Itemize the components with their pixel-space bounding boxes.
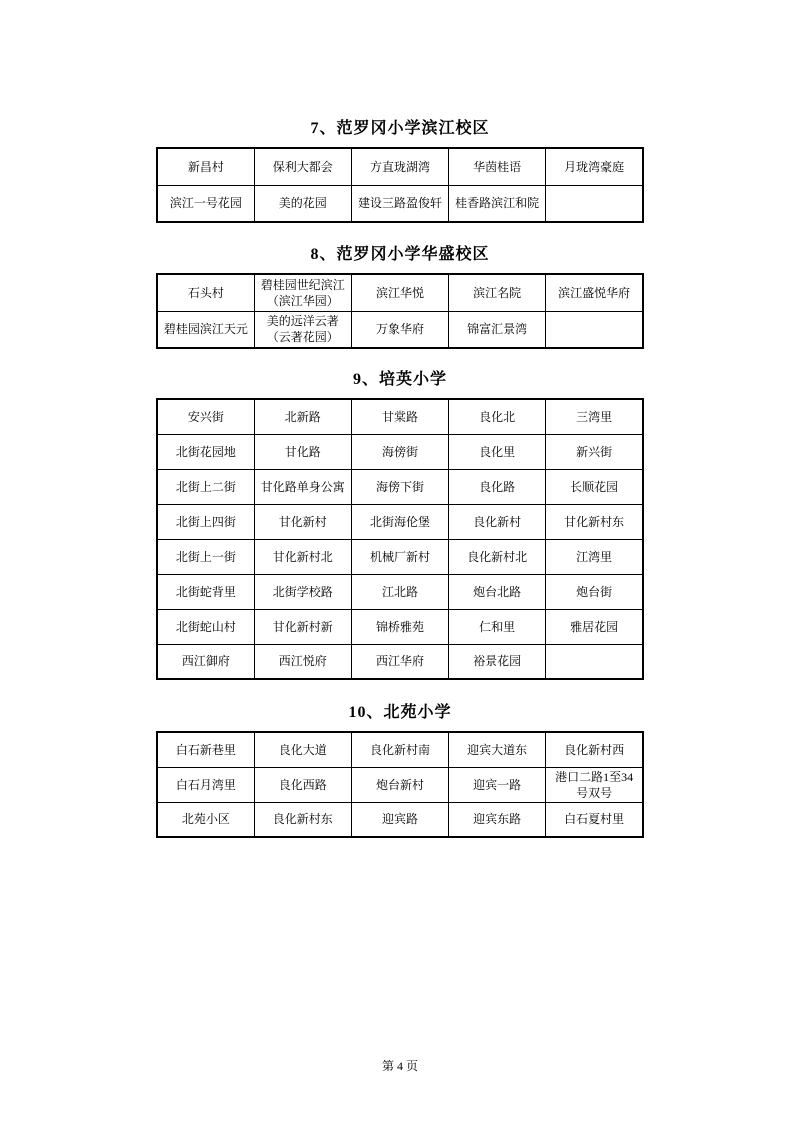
table-cell: 西江御府 xyxy=(157,644,254,679)
table-cell: 万象华府 xyxy=(351,311,448,348)
table-cell xyxy=(546,311,643,348)
table-cell: 迎宾东路 xyxy=(449,802,546,837)
table-cell: 北新路 xyxy=(254,399,351,434)
table-cell: 迎宾大道东 xyxy=(449,732,546,767)
table-row xyxy=(157,434,643,469)
table-cell: 滨江一号花园 xyxy=(157,185,254,222)
table-cell: 锦富汇景湾 xyxy=(449,311,546,348)
table-cell: 甘化新村北 xyxy=(254,539,351,574)
table-cell: 滨江华悦 xyxy=(351,274,448,311)
table-cell: 海傍街 xyxy=(351,434,448,469)
table-cell: 安兴街 xyxy=(157,399,254,434)
table-cell: 仁和里 xyxy=(449,609,546,644)
community-table xyxy=(156,398,644,680)
school-section-beiyuan xyxy=(156,702,644,838)
community-table xyxy=(156,731,644,838)
table-cell: 甘棠路 xyxy=(351,399,448,434)
table-cell: 北苑小区 xyxy=(157,802,254,837)
table-row xyxy=(157,539,643,574)
table-cell: 西江悦府 xyxy=(254,644,351,679)
table-cell: 锦桥雅苑 xyxy=(351,609,448,644)
table-cell: 新兴街 xyxy=(546,434,643,469)
table-cell: 北街蛇山村 xyxy=(157,609,254,644)
table-cell: 建设三路盈俊轩 xyxy=(351,185,448,222)
table-row xyxy=(157,185,643,222)
table-cell: 西江华府 xyxy=(351,644,448,679)
table-cell: 甘化路 xyxy=(254,434,351,469)
table-cell: 良化路 xyxy=(449,469,546,504)
table-cell: 炮台北路 xyxy=(449,574,546,609)
table-cell: 碧桂园滨江天元 xyxy=(157,311,254,348)
table-cell: 甘化路单身公寓 xyxy=(254,469,351,504)
table-cell: 桂香路滨江和院 xyxy=(449,185,546,222)
table-cell: 保利大都会 xyxy=(254,148,351,185)
table-cell: 华茵桂语 xyxy=(449,148,546,185)
table-cell: 北街上二街 xyxy=(157,469,254,504)
table-cell: 良化新村 xyxy=(449,504,546,539)
table-cell: 裕景花园 xyxy=(449,644,546,679)
community-table xyxy=(156,273,644,349)
table-cell: 迎宾路 xyxy=(351,802,448,837)
table-cell: 良化新村北 xyxy=(449,539,546,574)
table-cell: 滨江盛悦华府 xyxy=(546,274,643,311)
table-cell: 炮台街 xyxy=(546,574,643,609)
table-cell: 北街蛇背里 xyxy=(157,574,254,609)
table-cell: 良化大道 xyxy=(254,732,351,767)
table-row xyxy=(157,148,643,185)
school-section-binjiang xyxy=(156,118,644,223)
table-row xyxy=(157,767,643,802)
table-row xyxy=(157,504,643,539)
table-cell: 月珑湾豪庭 xyxy=(546,148,643,185)
table-row xyxy=(157,311,643,348)
section-title: 10、北苑小学 xyxy=(348,704,452,721)
table-cell: 良化里 xyxy=(449,434,546,469)
table-cell: 三湾里 xyxy=(546,399,643,434)
table-cell: 甘化新村 xyxy=(254,504,351,539)
table-cell: 迎宾一路 xyxy=(449,767,546,802)
school-section-peiying xyxy=(156,369,644,680)
table-cell: 北街上一街 xyxy=(157,539,254,574)
table-cell: 方直珑湖湾 xyxy=(351,148,448,185)
section-title: 9、培英小学 xyxy=(352,371,447,388)
table-cell: 碧桂园世纪滨江（滨江华园） xyxy=(254,274,351,311)
community-table xyxy=(156,147,644,223)
school-section-huasheng xyxy=(156,244,644,349)
table-cell: 北街花园地 xyxy=(157,434,254,469)
table-cell: 美的花园 xyxy=(254,185,351,222)
table-cell: 良化北 xyxy=(449,399,546,434)
table-cell: 白石夏村里 xyxy=(546,802,643,837)
table-cell: 良化新村东 xyxy=(254,802,351,837)
table-cell: 甘化新村新 xyxy=(254,609,351,644)
table-cell: 新昌村 xyxy=(157,148,254,185)
table-cell: 良化新村南 xyxy=(351,732,448,767)
table-cell: 炮台新村 xyxy=(351,767,448,802)
table-cell: 白石新巷里 xyxy=(157,732,254,767)
table-row xyxy=(157,609,643,644)
table-row xyxy=(157,469,643,504)
table-cell xyxy=(546,644,643,679)
table-cell: 滨江名院 xyxy=(449,274,546,311)
table-cell: 北街上四街 xyxy=(157,504,254,539)
table-row xyxy=(157,644,643,679)
table-cell: 雅居花园 xyxy=(546,609,643,644)
table-cell: 江北路 xyxy=(351,574,448,609)
table-row xyxy=(157,732,643,767)
table-cell: 机械厂新村 xyxy=(351,539,448,574)
table-cell: 江湾里 xyxy=(546,539,643,574)
table-cell: 白石月湾里 xyxy=(157,767,254,802)
section-title: 7、范罗冈小学滨江校区 xyxy=(310,120,490,137)
section-title: 8、范罗冈小学华盛校区 xyxy=(310,246,490,263)
table-cell: 美的远洋云著（云著花园） xyxy=(254,311,351,348)
table-cell: 北街学校路 xyxy=(254,574,351,609)
table-row xyxy=(157,399,643,434)
page-number: 第 4 页 xyxy=(381,1059,418,1073)
table-cell: 海傍下街 xyxy=(351,469,448,504)
table-cell: 良化新村西 xyxy=(546,732,643,767)
table-cell: 港口二路1至34号双号 xyxy=(546,767,643,802)
table-row xyxy=(157,274,643,311)
table-cell: 长顺花园 xyxy=(546,469,643,504)
table-cell xyxy=(546,185,643,222)
table-row xyxy=(157,802,643,837)
table-cell: 良化西路 xyxy=(254,767,351,802)
table-cell: 石头村 xyxy=(157,274,254,311)
table-row xyxy=(157,574,643,609)
table-cell: 北街海伦堡 xyxy=(351,504,448,539)
table-cell: 甘化新村东 xyxy=(546,504,643,539)
